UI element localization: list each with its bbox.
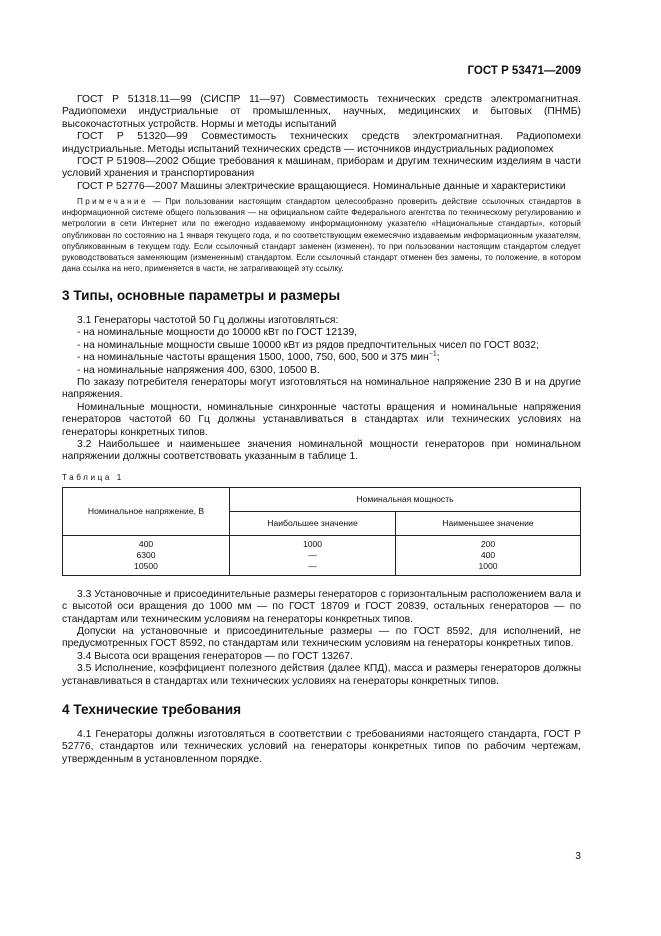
list-item: - на номинальные мощности свыше 10000 кВт из рядов предпочтительных чисел по ГОСТ 8032;: [77, 339, 539, 351]
table-caption: Таблица 1: [62, 472, 124, 482]
header-min: Наименьшее значение: [396, 511, 581, 535]
section-4-title: 4 Технические требования: [62, 702, 242, 718]
list-item: - на номинальные частоты вращения 1500, 1000, 750, 600, 500 и 375 мин$^{-1}$;: [77, 350, 440, 364]
page-number: 3: [575, 851, 581, 862]
max-cell: 1000 — —: [230, 535, 396, 575]
reference-item: ГОСТ Р 52776—2007 Машины электрические вращающиеся. Номинальные данные и характеристики: [77, 180, 566, 192]
references-list: [62, 94, 581, 193]
header-max: Наибольшее значение: [230, 511, 396, 535]
paragraph-3-1: 3.1 Генераторы частотой 50 Гц должны изготовляться:: [77, 314, 339, 326]
paragraph-3-5: 3.5 Исполнение, коэффициент полезного действия (далее КПД), масса и размеры генераторов должны устанавливаться в стандартах или технических условиях на генераторы конкретных типов.: [62, 663, 581, 687]
section-3-title: 3 Типы, основные параметры и размеры: [62, 287, 341, 303]
paragraph-60hz: Номинальные мощности, номинальные синхронные частоты вращения и номинальные напряжения генераторов частотой 60 Гц должны устанавливаться в стандартах или технических условиях на генераторы конкретных типов.: [62, 401, 581, 438]
reference-item: ГОСТ Р 51320—99 Совместимость технических средств электромагнитная. Радиопомехи индустриальные. Методы испытаний технических средств — источников индустриальных радиопомех: [62, 131, 581, 155]
list-item: - на номинальные мощности до 10000 кВт по ГОСТ 12139,: [77, 327, 358, 339]
paragraph-order: По заказу потребителя генераторы могут изготовляться на номинальное напряжение 230 В и на другие напряжения.: [62, 376, 581, 401]
paragraph-3-2: 3.2 Наибольшее и наименьшее значения номинальной мощности генераторов при номинальном напряжении должны соответствовать указанным в таблице 1.: [62, 438, 581, 463]
paragraph-3-3: 3.3 Установочные и присоединительные размеры генераторов с горизонтальным расположением вала и с высотой оси вращения до 1000 мм — по ГОСТ 18709 и ГОСТ 20839, остальных генераторов — по стандартам или техническим условиям на генераторы конкретных типов.: [62, 588, 581, 625]
paragraph-tolerances: Допуски на установочные и присоединительные размеры — по ГОСТ 8592, для исполнений, не предусмотренных ГОСТ 8592, по стандартам или техническим условиям на генераторы конкретных типов.: [62, 626, 581, 650]
standard-code: ГОСТ Р 53471—2009: [467, 65, 581, 77]
note-label: Примечание: [77, 197, 148, 207]
table-row: [63, 535, 581, 575]
min-cell: 200 400 1000: [396, 535, 581, 575]
paragraph-3-4: 3.4 Высота оси вращения генераторов — по ГОСТ 13267.: [77, 650, 353, 662]
header-power: Номинальная мощность: [230, 487, 581, 511]
note-text: — При пользовании настоящим стандартом целесообразно проверить действие ссылочных стандартов в информационной системе общего пользования — на официальном сайте Федерального агентства по техническому регулированию и метрологии в сети Интернет или по ежегодно издаваемому информационному указателю «Национальные стандарты», который опубликован по состоянию на 1 января текущего года, и по соответствующим ежемесячно издаваемым информационным указателям, опубликованным в текущем году. Если ссылочный стандарт заменен (изменен), то при пользовании настоящим стандартом следует руководствоваться заменяющим (измененным) стандартом. Если ссылочный стандарт отменен без замены, то положение, в котором дана ссылка на него, применяется в части, не затрагивающей эту ссылку.: [62, 197, 581, 273]
paragraph-4-1: 4.1 Генераторы должны изготовляться в соответствии с требованиями настоящего стандарта, ГОСТ Р 52776, стандартов или технических условий на генераторы конкретных типов по рабочим чертежам, утвержденным в установленном порядке.: [62, 729, 581, 765]
page-content: [62, 94, 581, 766]
note-block: [62, 196, 581, 274]
reference-item: ГОСТ Р 51318.11—99 (СИСПР 11—97) Совместимость технических средств электромагнитная. Радиопомехи индустриальные от промышленных, научных, медицинских и бытовых (ПНМБ) высокочастотных устройств. Нормы и методы испытаний: [62, 94, 581, 130]
table-1: [62, 487, 581, 576]
superscript: −1: [428, 350, 437, 358]
header-voltage: Номинальное напряжение, В: [63, 487, 230, 535]
list-item: - на номинальные напряжения 400, 6300, 10500 В.: [77, 364, 320, 376]
reference-item: ГОСТ Р 51908—2002 Общие требования к машинам, приборам и другим техническим изделиям в части условий хранения и транспортирования: [62, 156, 581, 180]
voltage-cell: 400 6300 10500: [63, 535, 230, 575]
